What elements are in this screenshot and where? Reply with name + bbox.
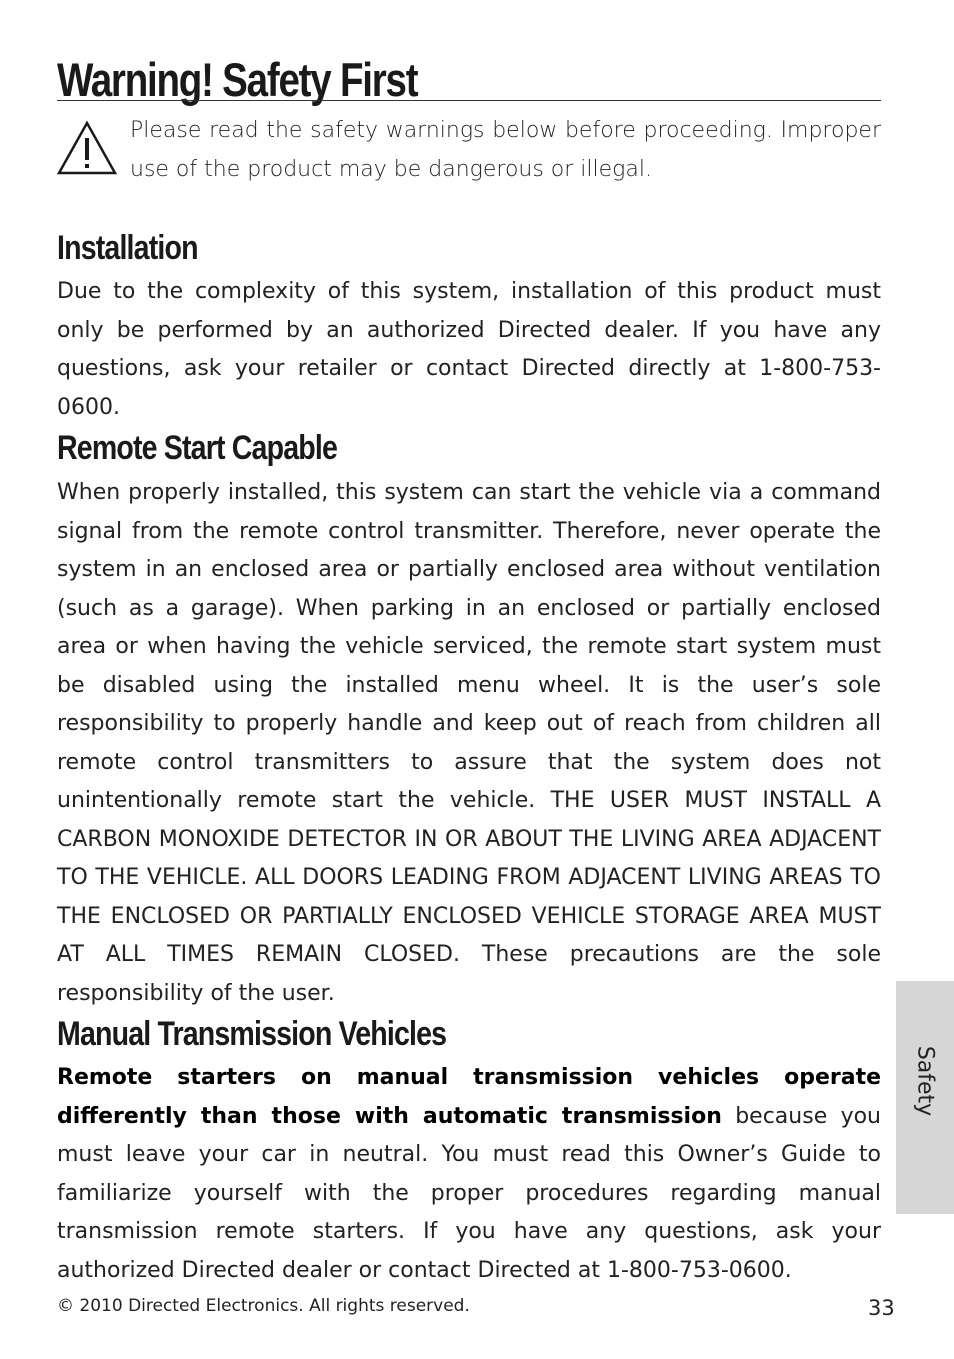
page-number: 33 bbox=[868, 1296, 895, 1320]
warning-triangle-icon bbox=[56, 120, 118, 176]
section-side-tab bbox=[896, 981, 954, 1214]
title-divider bbox=[57, 100, 881, 101]
installation-text: Due to the complexity of this system, installation of this product must only be performed by an authorized Directed dealer. If you have any questions, ask your retailer or contact Directed directly at 1-800-753-0600. bbox=[57, 279, 881, 420]
manual-transmission-heading: Manual Transmission Vehicles bbox=[57, 1015, 447, 1053]
safety-intro-text: Please read the safety warnings below before proceeding. Improper use of the product may be dangerous or illegal. bbox=[130, 118, 881, 182]
remote-start-heading: Remote Start Capable bbox=[57, 429, 337, 467]
manual-transmission-emphasis: Remote starters on manual transmission vehicles operate differently than those with automatic transmission bbox=[57, 1065, 881, 1129]
installation-heading: Installation bbox=[57, 229, 198, 267]
manual-transmission-rest: because you must leave your car in neutral. You must read this Owner’s Guide to familiarize yourself with the proper procedures regarding manual transmission remote starters. If you have any questions, ask your authorized Directed dealer or contact Directed at 1-800-753-0600. bbox=[57, 1103, 881, 1283]
remote-start-text: When properly installed, this system can start the vehicle via a command signal from the remote control transmitter. Therefore, never operate the system in an enclosed area or partially enclosed area without ventilation (such as a garage). When parking in an enclosed or partially enclosed area or when having the vehicle serviced, the remote start system must be disabled using the installed menu wheel. It is the user’s sole responsibility to properly handle and keep out of reach from children all remote control transmitters to assure that the system does not unintentionally remote start the vehicle. THE USER MUST INSTALL A CARBON MONOXIDE DETECTOR IN OR ABOUT THE LIVING AREA ADJACENT TO THE VEHICLE. ALL DOORS LEADING FROM ADJACENT LIVING AREAS TO THE ENCLOSED OR PARTIALLY ENCLOSED VEHICLE STORAGE AREA MUST AT ALL TIMES REMAIN CLOSED. These precautions are the sole responsibility of the user. bbox=[57, 480, 881, 1006]
footer-copyright: © 2010 Directed Electronics. All rights reserved. bbox=[57, 1296, 470, 1316]
page-title: Warning! Safety First bbox=[57, 53, 418, 106]
side-tab-label: Safety bbox=[912, 1045, 938, 1117]
manual-transmission-text bbox=[57, 1059, 881, 1290]
